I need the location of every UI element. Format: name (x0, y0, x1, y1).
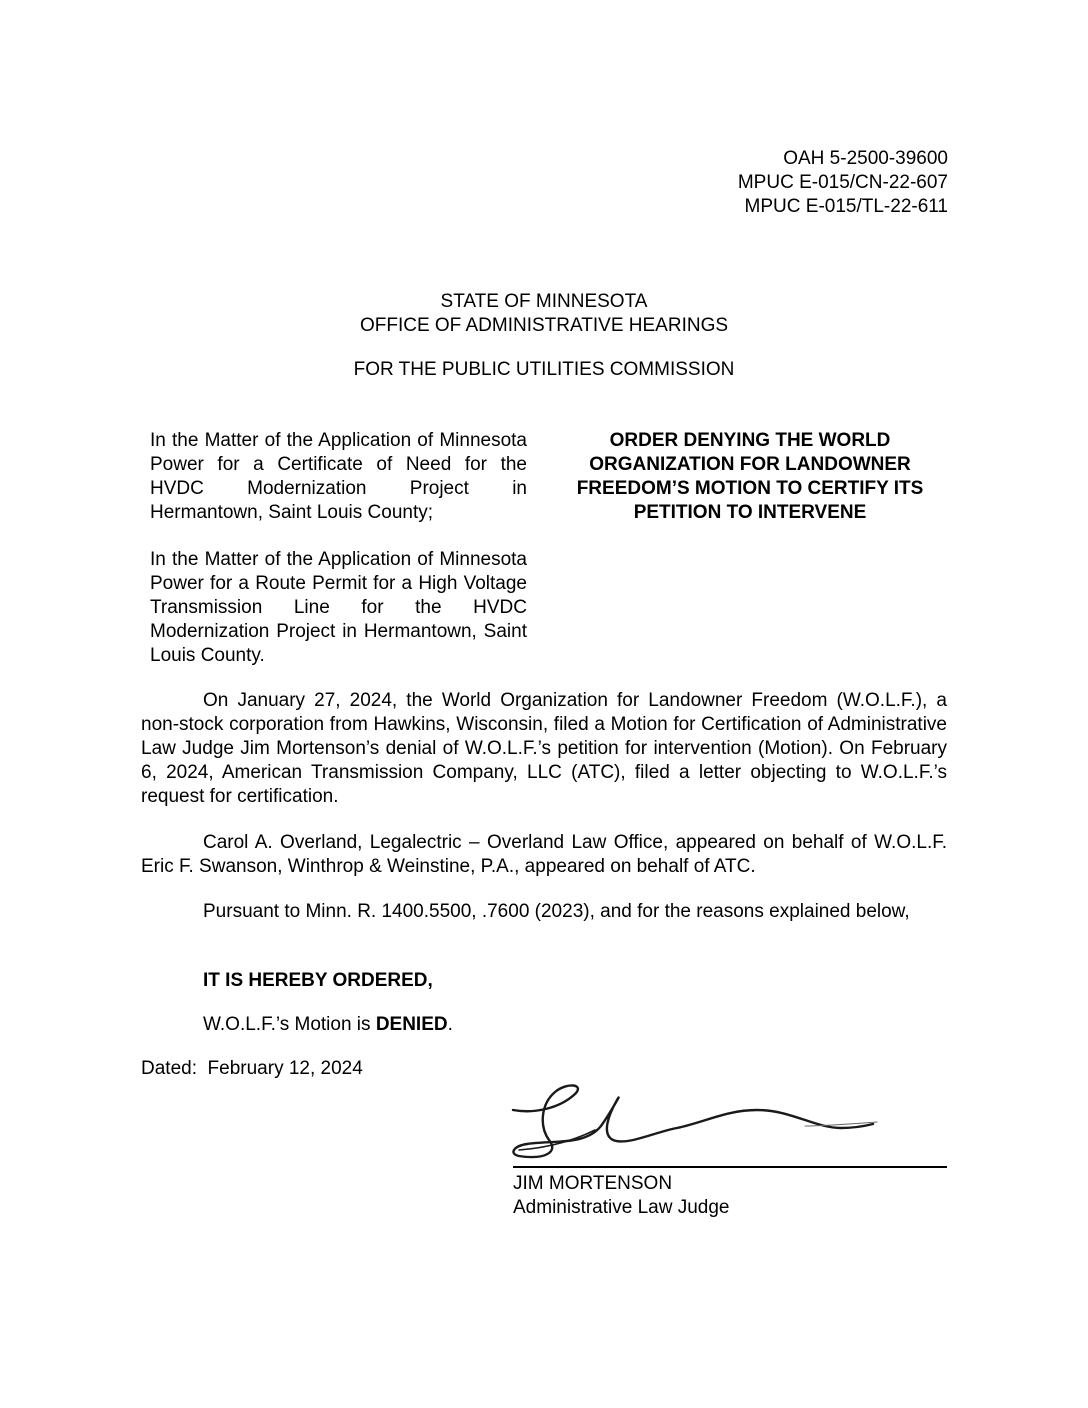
signature-line (513, 1166, 947, 1168)
order-title: ORDER DENYING THE WORLD ORGANIZATION FOR LANDOWNER FREEDOM’S MOTION TO CERTIFY ITS PETITION TO INTERVENE (576, 430, 924, 523)
state-heading: STATE OF MINNESOTA (440, 291, 648, 312)
body-paragraph-2: Carol A. Overland, Legalectric – Overland Law Office, appeared on behalf of W.O.L.F. Eric F. Swanson, Winthrop & Weinstine, P.A., appeared on behalf of ATC. (141, 832, 947, 877)
dated-date: February 12, 2024 (207, 1058, 363, 1079)
docket-mpuc-tl: MPUC E-015/TL-22-611 (744, 196, 948, 217)
dated-line (141, 1057, 363, 1081)
docket-mpuc-cn: MPUC E-015/CN-22-607 (737, 172, 948, 193)
judge-title: Administrative Law Judge (513, 1197, 730, 1218)
ordered-statement: IT IS HEREBY ORDERED, (203, 970, 433, 991)
judge-name: JIM MORTENSON (513, 1173, 673, 1194)
caption-matter-1: In the Matter of the Application of Minnesota Power for a Certificate of Need for the HVDC Modernization Project in Hermantown, Saint Louis County; (150, 430, 527, 523)
denial-suffix: . (447, 1014, 453, 1035)
commission-heading: FOR THE PUBLIC UTILITIES COMMISSION (353, 359, 735, 380)
body-paragraph-3: Pursuant to Minn. R. 1400.5500, .7600 (2023), and for the reasons explained below, (203, 901, 910, 922)
body-paragraph-1: On January 27, 2024, the World Organization for Landowner Freedom (W.O.L.F.), a non-stock corporation from Hawkins, Wisconsin, filed a Motion for Certification of Administrative Law Judge Jim Mortenson’s denial of W.O.L.F.’s petition for intervention (Motion). On February 6, 2024, American Transmission Company, LLC (ATC), filed a letter objecting to W.O.L.F.’s request for certification. (141, 690, 947, 807)
dated-label: Dated: (141, 1058, 197, 1079)
handwritten-signature (505, 1080, 885, 1170)
denial-prefix: W.O.L.F.’s Motion is (203, 1014, 376, 1035)
denial-word: DENIED (375, 1014, 448, 1035)
docket-numbers (738, 147, 948, 219)
caption-matter-2: In the Matter of the Application of Minnesota Power for a Route Permit for a High Voltage Transmission Line for the HVDC Modernization Project in Hermantown, Saint Louis County. (150, 549, 527, 666)
docket-oah: OAH 5-2500-39600 (783, 148, 948, 169)
denial-statement (203, 1013, 453, 1037)
office-heading: OFFICE OF ADMINISTRATIVE HEARINGS (359, 315, 729, 336)
